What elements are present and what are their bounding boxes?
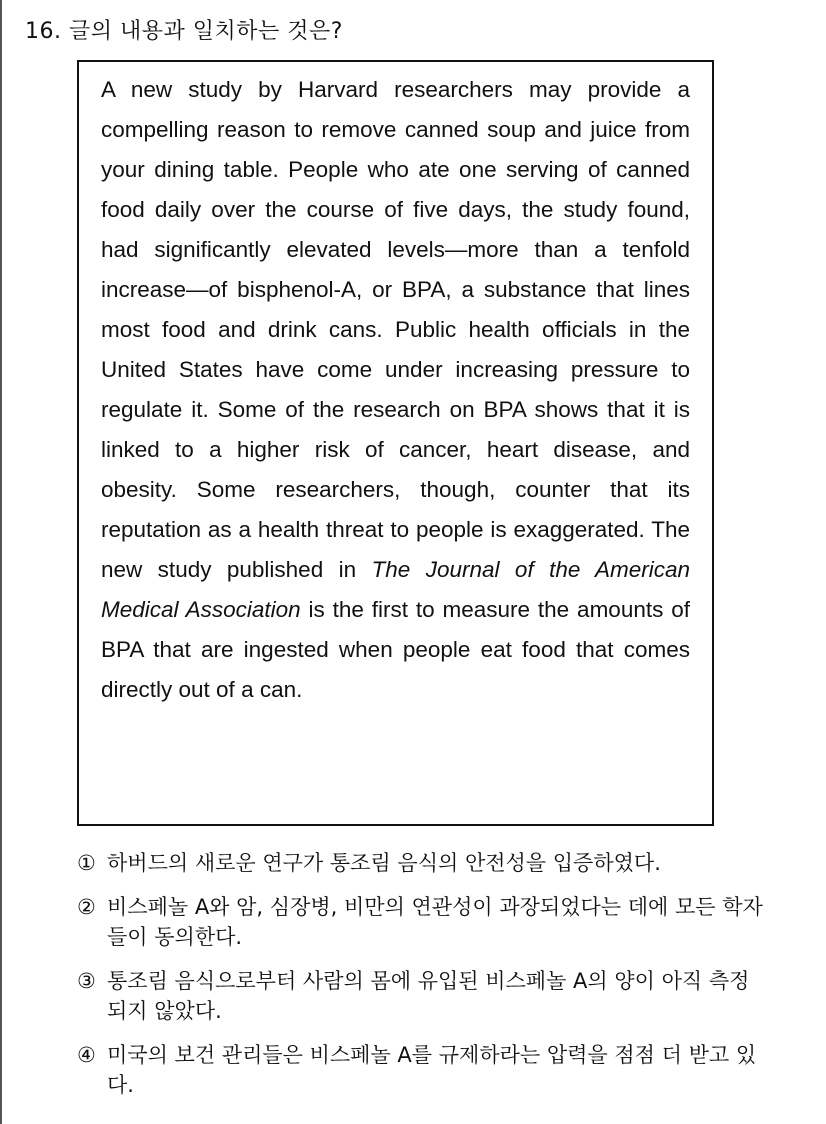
question-prompt: 글의 내용과 일치하는 것은? <box>69 19 343 44</box>
passage-box <box>77 60 714 826</box>
choice-text: 비스페놀 A와 암, 심장병, 비만의 연관성이 과장되었다는 데에 모든 학자들이 동의한다. <box>107 895 763 949</box>
choice-3[interactable] <box>77 966 767 1026</box>
choice-marker: ① <box>77 851 96 875</box>
answer-choices <box>77 848 767 1114</box>
choice-text: 하버드의 새로운 연구가 통조림 음식의 안전성을 입증하였다. <box>107 851 661 875</box>
choice-4[interactable] <box>77 1040 767 1100</box>
passage-text: A new study by Harvard researchers may provide a compelling reason to remove canned soup and juice from your dining table. People who ate one serving of canned food daily over the course of five days, the study found, had significantly elevated levels—more than a tenfold increase—of bisphenol-A, or BPA, a substance that lines most food and drink cans. Public health officials in the United States have come under increasing pressure to regulate it. Some of the research on BPA shows that it is linked to a higher risk of cancer, heart disease, and obesity. Some researchers, though, counter that its reputation as a health threat to people is exaggerated. The new study published in The Journal of the American Medical Association is the first to measure the amounts of BPA that are ingested when people eat food that comes directly out of a can. <box>101 77 690 702</box>
choice-marker: ④ <box>77 1043 96 1067</box>
choice-1[interactable] <box>77 848 767 878</box>
choice-marker: ② <box>77 895 96 919</box>
question-number: 16. <box>25 19 62 44</box>
choice-text: 통조림 음식으로부터 사람의 몸에 유입된 비스페놀 A의 양이 아직 측정되지 않았다. <box>107 969 750 1023</box>
question-header <box>25 14 343 45</box>
choice-marker: ③ <box>77 969 96 993</box>
choice-2[interactable] <box>77 892 767 952</box>
page-left-border <box>0 0 2 1124</box>
journal-title: The Journal of the American Medical Association <box>101 557 690 622</box>
choice-text: 미국의 보건 관리들은 비스페놀 A를 규제하라는 압력을 점점 더 받고 있다. <box>107 1043 757 1097</box>
